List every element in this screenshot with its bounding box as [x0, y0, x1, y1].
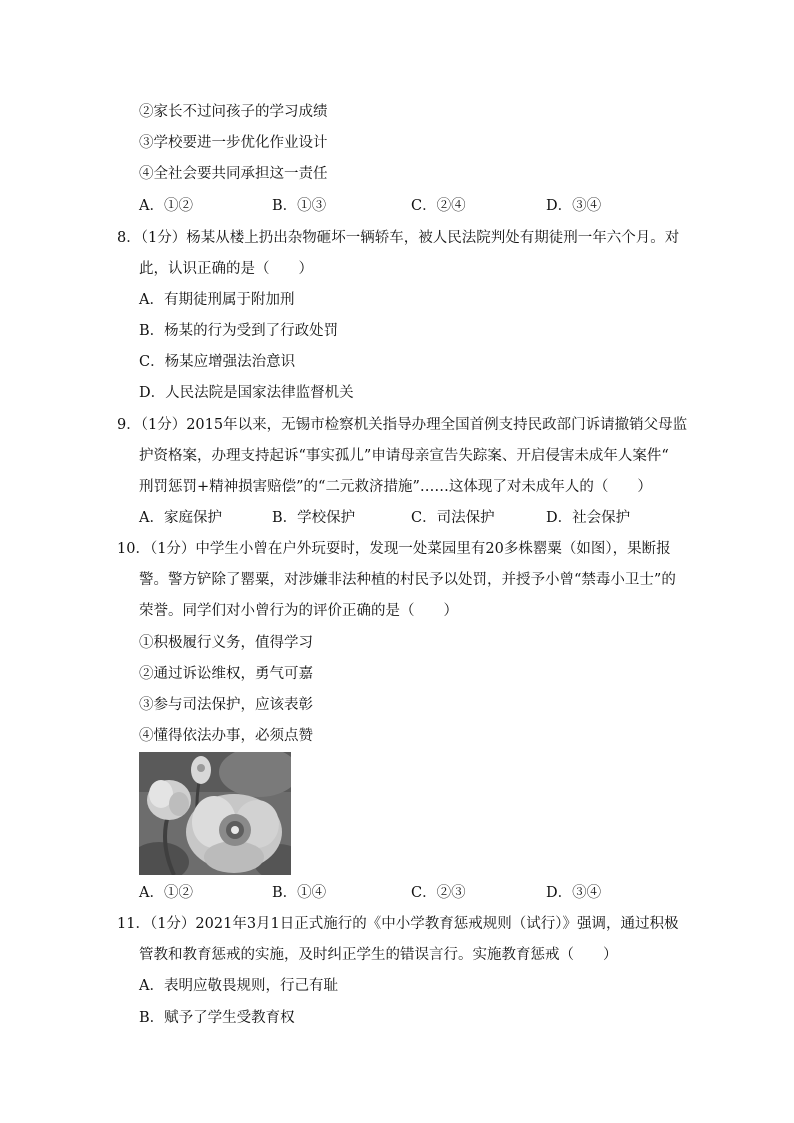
question-8-stem-line2: 此，认识正确的是（ ） [139, 261, 313, 277]
question-9-stem-line2: 护资格案，办理支持起诉“事实孤儿”申请母亲宣告失踪案、开启侵害未成年人案件“ [139, 448, 669, 464]
q10-option-a[interactable]: A．①② [139, 885, 193, 901]
question-8-stem-line1: 8．（1分）杨某从楼上扔出杂物砸坏一辆轿车，被人民法院判处有期徒刑一年六个月。对 [117, 230, 680, 246]
q9-option-a[interactable]: A．家庭保护 [139, 510, 222, 526]
option-b[interactable]: B．①③ [272, 198, 327, 214]
q11-option-a[interactable]: A．表明应敬畏规则，行己有耻 [139, 978, 338, 994]
q10-option-b[interactable]: B．①④ [272, 885, 327, 901]
q8-option-a[interactable]: A．有期徒刑属于附加刑 [139, 292, 295, 308]
q9-option-d[interactable]: D．社会保护 [546, 510, 631, 526]
q10-option-d[interactable]: D．③④ [546, 885, 602, 901]
statement-2: ②家长不过问孩子的学习成绩 [139, 104, 328, 120]
q8-option-c[interactable]: C．杨某应增强法治意识 [139, 354, 296, 370]
q10-option-c[interactable]: C．②③ [411, 885, 466, 901]
option-a[interactable]: A．①② [139, 198, 193, 214]
option-d[interactable]: D．③④ [546, 198, 602, 214]
question-11-stem-line1: 11．（1分）2021年3月1日正式施行的《中小学教育惩戒规则（试行）》强调，通过积极 [117, 916, 679, 932]
q9-option-c[interactable]: C．司法保护 [411, 510, 495, 526]
q9-option-b[interactable]: B．学校保护 [272, 510, 356, 526]
question-9-stem-line3: 刑罚惩罚+精神损害赔偿”的“二元救济措施”……这体现了对未成年人的（ ） [139, 479, 652, 495]
q11-option-b[interactable]: B．赋予了学生受教育权 [139, 1010, 295, 1026]
q10-statement-3: ③参与司法保护，应该表彰 [139, 697, 313, 713]
q8-option-d[interactable]: D．人民法院是国家法律监督机关 [139, 385, 354, 401]
statement-3: ③学校要进一步优化作业设计 [139, 135, 328, 151]
question-9-stem-line1: 9．（1分）2015年以来，无锡市检察机关指导办理全国首例支持民政部门诉请撤销父母监 [117, 417, 688, 433]
q10-statement-1: ①积极履行义务，值得学习 [139, 635, 313, 651]
question-11-stem-line2: 管教和教育惩戒的实施，及时纠正学生的错误言行。实施教育惩戒（ ） [139, 947, 618, 963]
question-10-stem-line2: 警。警方铲除了罂粟，对涉嫌非法种植的村民予以处罚，并授予小曾“禁毒小卫士”的 [139, 572, 676, 588]
poppy-photo [139, 752, 291, 875]
question-10-stem-line3: 荣誉。同学们对小曾行为的评价正确的是（ ） [139, 603, 458, 619]
statement-4: ④全社会要共同承担这一责任 [139, 166, 328, 182]
q8-option-b[interactable]: B．杨某的行为受到了行政处罚 [139, 323, 339, 339]
q10-statement-2: ②通过诉讼维权，勇气可嘉 [139, 666, 313, 682]
question-10-stem-line1: 10．（1分）中学生小曾在户外玩耍时，发现一处菜园里有20多株罂粟（如图），果断报 [117, 541, 671, 557]
q10-statement-4: ④懂得依法办事，必须点赞 [139, 728, 313, 744]
option-c[interactable]: C．②④ [411, 198, 466, 214]
poppy-flower-image [139, 752, 291, 875]
